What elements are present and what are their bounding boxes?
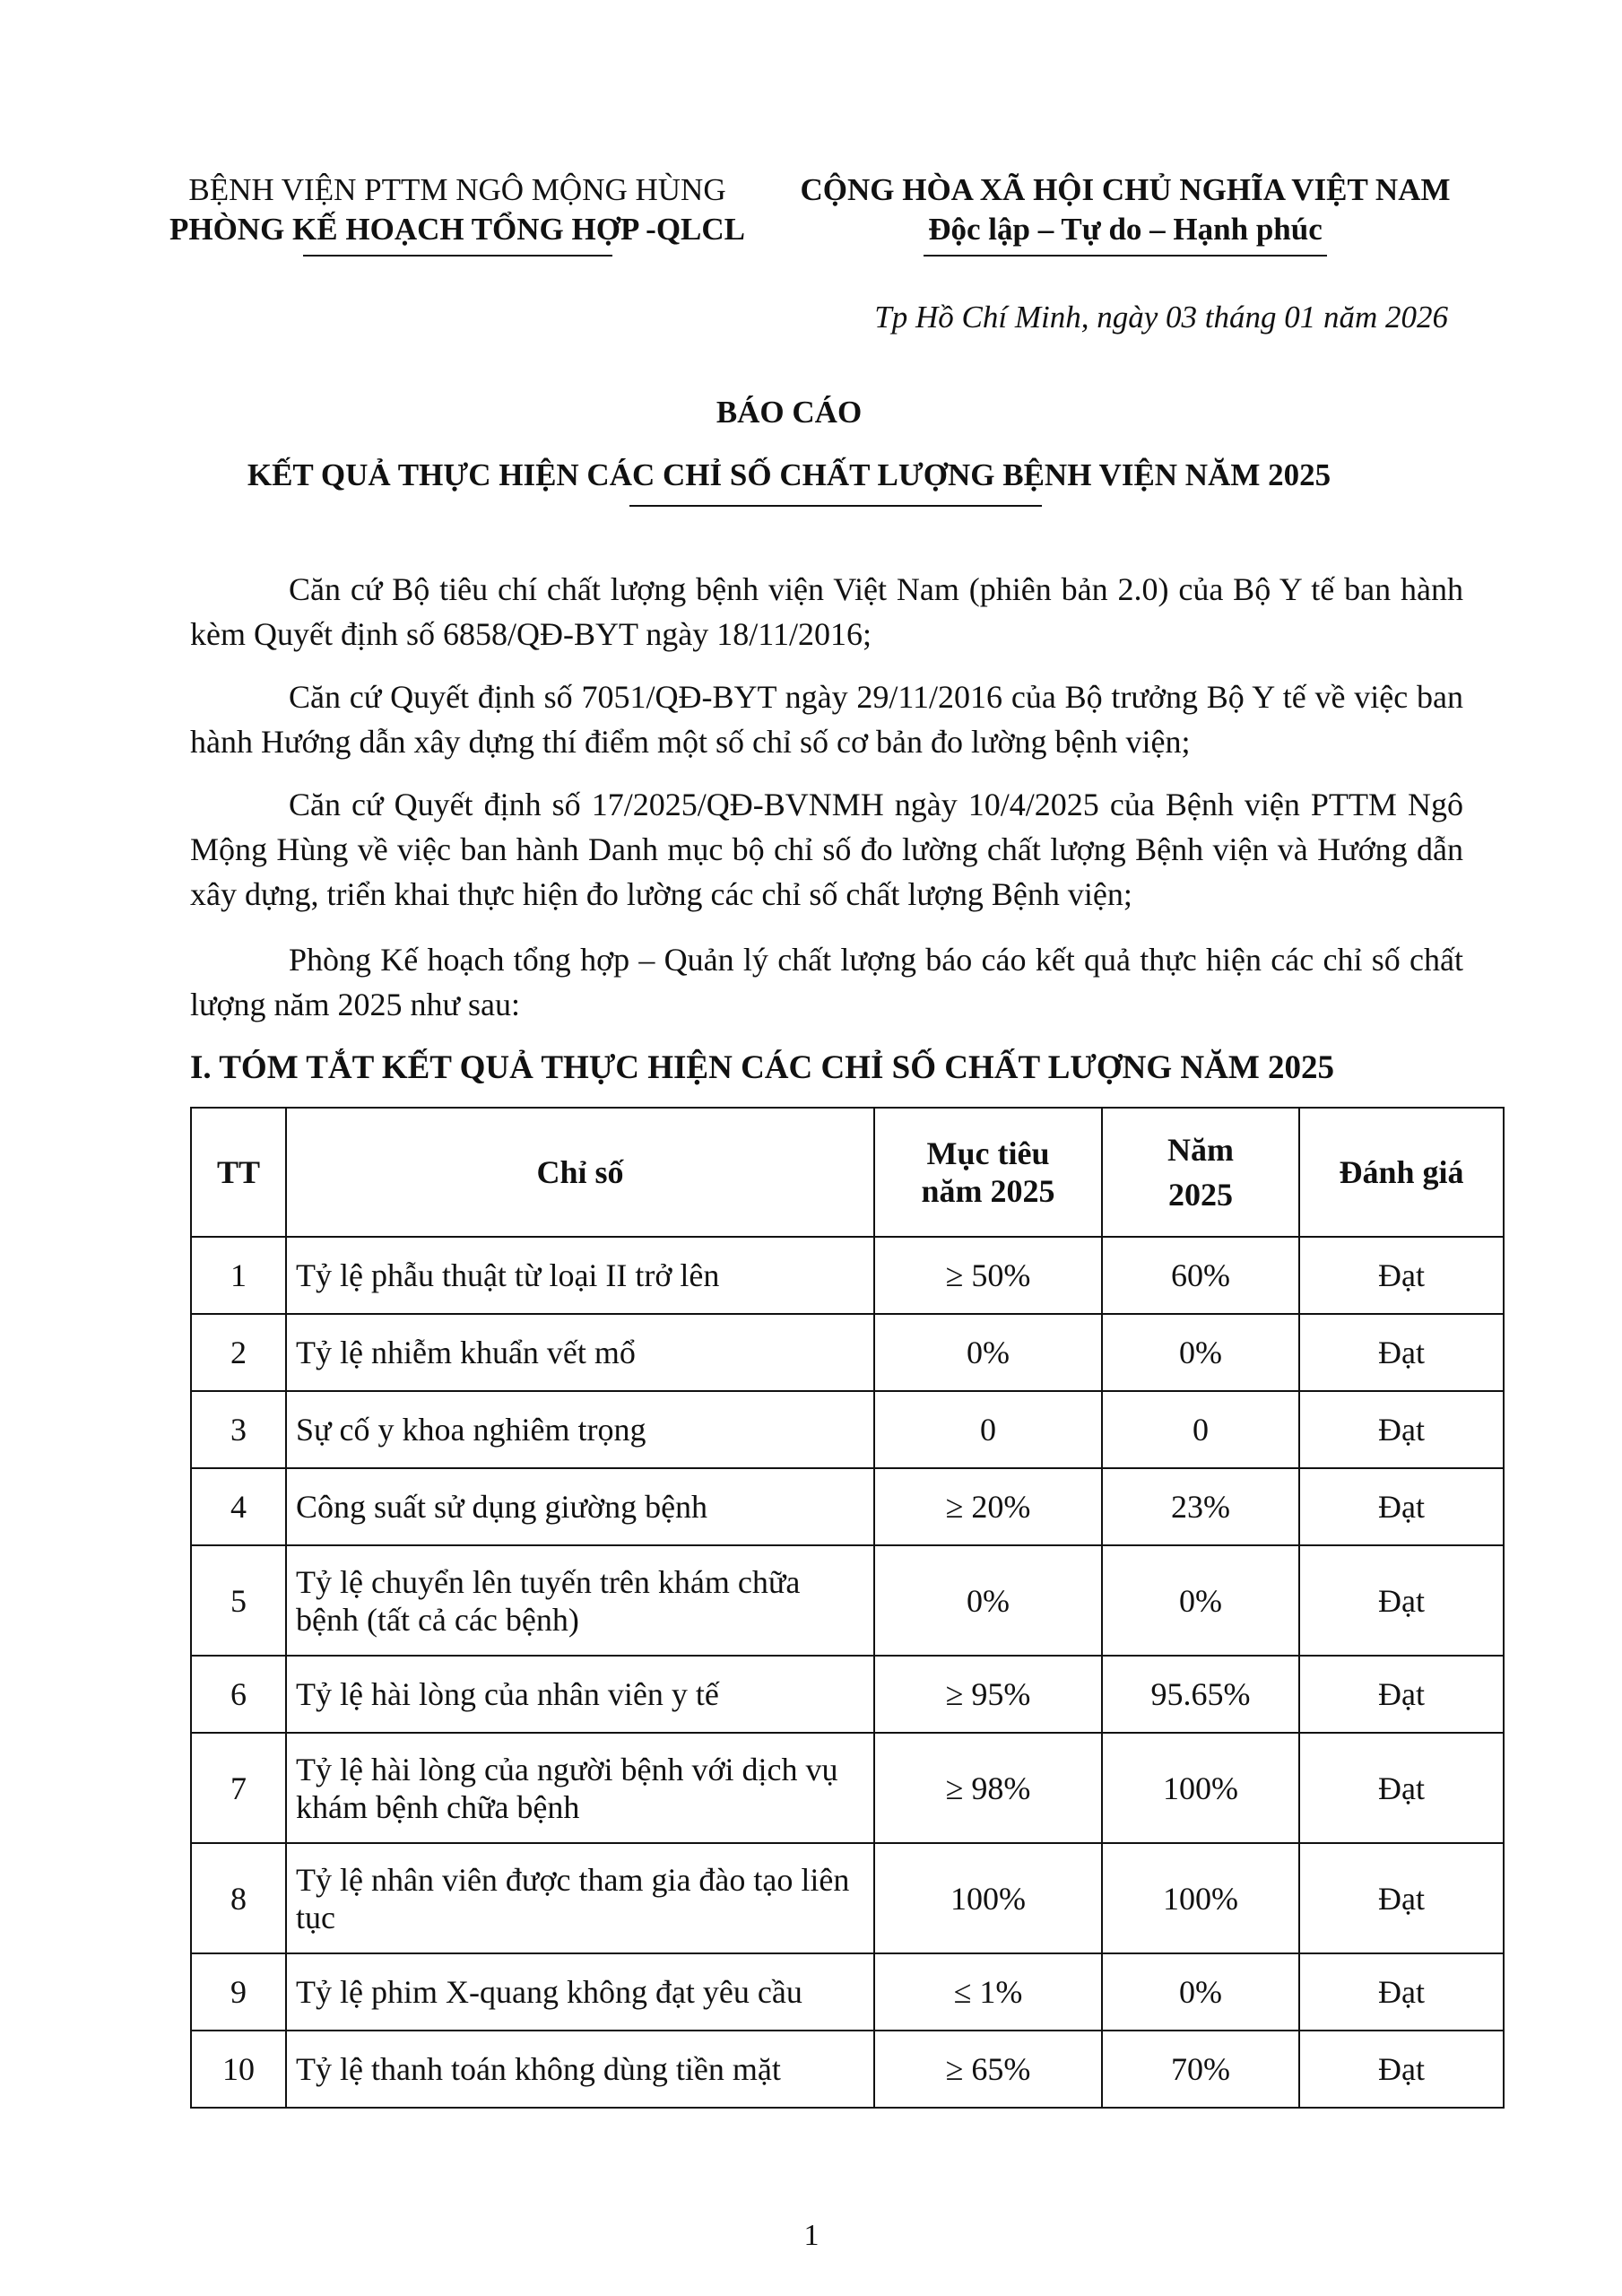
header-right-divider <box>924 255 1327 257</box>
indicator-target: ≥ 65% <box>874 2031 1102 2108</box>
indicator-value: 0% <box>1102 1314 1299 1391</box>
indicator-value: 23% <box>1102 1468 1299 1545</box>
indicator-value: 0% <box>1102 1953 1299 2031</box>
indicator-target: 0 <box>874 1391 1102 1468</box>
indicator-evaluation: Đạt <box>1299 2031 1504 2108</box>
indicator-evaluation: Đạt <box>1299 1843 1504 1953</box>
row-number: 10 <box>191 2031 286 2108</box>
indicator-value: 0 <box>1102 1391 1299 1468</box>
indicator-name: Tỷ lệ thanh toán không dùng tiền mặt <box>286 2031 874 2108</box>
table-row <box>191 1843 1504 1953</box>
paragraph-basis-2: Căn cứ Quyết định số 7051/QĐ-BYT ngày 29/11/2016 của Bộ trưởng Bộ Y tế về việc ban hành Hướng dẫn xây dựng thí điểm một số chỉ số cơ bản đo lường bệnh viện; <box>190 679 1463 760</box>
indicator-name: Tỷ lệ nhiễm khuẩn vết mổ <box>286 1314 874 1391</box>
indicator-name: Tỷ lệ nhân viên được tham gia đào tạo liên tục <box>286 1843 874 1953</box>
table-row <box>191 1545 1504 1656</box>
row-number: 8 <box>191 1843 286 1953</box>
indicator-target: ≥ 20% <box>874 1468 1102 1545</box>
indicator-evaluation: Đạt <box>1299 1545 1504 1656</box>
indicator-value: 100% <box>1102 1843 1299 1953</box>
table-header-row <box>191 1108 1504 1237</box>
indicator-target: 0% <box>874 1314 1102 1391</box>
indicator-value: 60% <box>1102 1237 1299 1314</box>
national-motto: Độc lập – Tự do – Hạnh phúc <box>928 212 1323 247</box>
indicator-evaluation: Đạt <box>1299 1391 1504 1468</box>
indicator-target: ≥ 95% <box>874 1656 1102 1733</box>
document-date: Tp Hồ Chí Minh, ngày 03 tháng 01 năm 2026 <box>874 300 1448 335</box>
header-year: Năm 2025 <box>1102 1108 1299 1237</box>
table-row <box>191 1314 1504 1391</box>
row-number: 4 <box>191 1468 286 1545</box>
indicator-evaluation: Đạt <box>1299 1733 1504 1843</box>
indicator-target: ≥ 50% <box>874 1237 1102 1314</box>
indicator-evaluation: Đạt <box>1299 1314 1504 1391</box>
indicator-name: Tỷ lệ hài lòng của người bệnh với dịch vụ khám bệnh chữa bệnh <box>286 1733 874 1843</box>
paragraph-report-intro: Phòng Kế hoạch tổng hợp – Quản lý chất lượng báo cáo kết quả thực hiện các chỉ số chất lượng năm 2025 như sau: <box>190 942 1463 1022</box>
row-number: 5 <box>191 1545 286 1656</box>
indicator-evaluation: Đạt <box>1299 1468 1504 1545</box>
indicator-target: ≥ 98% <box>874 1733 1102 1843</box>
header-indicator: Chỉ số <box>286 1108 874 1237</box>
hospital-name: BỆNH VIỆN PTTM NGÔ MỘNG HÙNG <box>188 172 726 207</box>
indicator-name: Tỷ lệ phim X-quang không đạt yêu cầu <box>286 1953 874 2031</box>
table-row <box>191 2031 1504 2108</box>
indicator-name: Công suất sử dụng giường bệnh <box>286 1468 874 1545</box>
paragraph-basis-1: Căn cứ Bộ tiêu chí chất lượng bệnh viện Việt Nam (phiên bản 2.0) của Bộ Y tế ban hành kèm Quyết định số 6858/QĐ-BYT ngày 18/11/2016; <box>190 571 1463 652</box>
table-row <box>191 1656 1504 1733</box>
indicator-evaluation: Đạt <box>1299 1953 1504 2031</box>
indicator-name: Sự cố y khoa nghiêm trọng <box>286 1391 874 1468</box>
row-number: 7 <box>191 1733 286 1843</box>
paragraph-basis-3: Căn cứ Quyết định số 17/2025/QĐ-BVNMH ngày 10/4/2025 của Bệnh viện PTTM Ngô Mộng Hùng về việc ban hành Danh mục bộ chỉ số đo lường chất lượng Bệnh viện và Hướng dẫn xây dựng, triển khai thực hiện đo lường các chỉ số chất lượng Bệnh viện; <box>190 787 1463 912</box>
page-number: 1 <box>803 2219 820 2252</box>
indicator-evaluation: Đạt <box>1299 1237 1504 1314</box>
department-name: PHÒNG KẾ HOẠCH TỔNG HỢP -QLCL <box>169 212 746 247</box>
indicator-target: 100% <box>874 1843 1102 1953</box>
header-target: Mục tiêu năm 2025 <box>874 1108 1102 1237</box>
national-header <box>780 170 1470 257</box>
table-row <box>191 1733 1504 1843</box>
document-subtitle: KẾT QUẢ THỰC HIỆN CÁC CHỈ SỐ CHẤT LƯỢNG BỆNH VIỆN NĂM 2025 <box>247 457 1331 492</box>
indicator-name: Tỷ lệ chuyển lên tuyến trên khám chữa bệnh (tất cả các bệnh) <box>286 1545 874 1656</box>
row-number: 1 <box>191 1237 286 1314</box>
header-tt: TT <box>191 1108 286 1237</box>
row-number: 2 <box>191 1314 286 1391</box>
table-row <box>191 1391 1504 1468</box>
indicator-target: ≤ 1% <box>874 1953 1102 2031</box>
organization-header <box>134 170 780 257</box>
row-number: 3 <box>191 1391 286 1468</box>
indicator-evaluation: Đạt <box>1299 1656 1504 1733</box>
row-number: 6 <box>191 1656 286 1733</box>
indicator-target: 0% <box>874 1545 1102 1656</box>
quality-indicators-table <box>190 1107 1505 2109</box>
indicator-name: Tỷ lệ phẫu thuật từ loại II trở lên <box>286 1237 874 1314</box>
indicator-value: 95.65% <box>1102 1656 1299 1733</box>
section-heading: I. TÓM TẮT KẾT QUẢ THỰC HIỆN CÁC CHỈ SỐ CHẤT LƯỢNG NĂM 2025 <box>190 1049 1334 1086</box>
table-row <box>191 1237 1504 1314</box>
indicator-value: 100% <box>1102 1733 1299 1843</box>
row-number: 9 <box>191 1953 286 2031</box>
indicator-name: Tỷ lệ hài lòng của nhân viên y tế <box>286 1656 874 1733</box>
table-row <box>191 1468 1504 1545</box>
subtitle-divider <box>629 505 1042 507</box>
indicator-value: 70% <box>1102 2031 1299 2108</box>
document-title: BÁO CÁO <box>716 395 863 430</box>
indicator-value: 0% <box>1102 1545 1299 1656</box>
header-left-divider <box>303 255 612 257</box>
header-evaluation: Đánh giá <box>1299 1108 1504 1237</box>
national-title: CỘNG HÒA XÃ HỘI CHỦ NGHĨA VIỆT NAM <box>800 172 1451 207</box>
table-row <box>191 1953 1504 2031</box>
